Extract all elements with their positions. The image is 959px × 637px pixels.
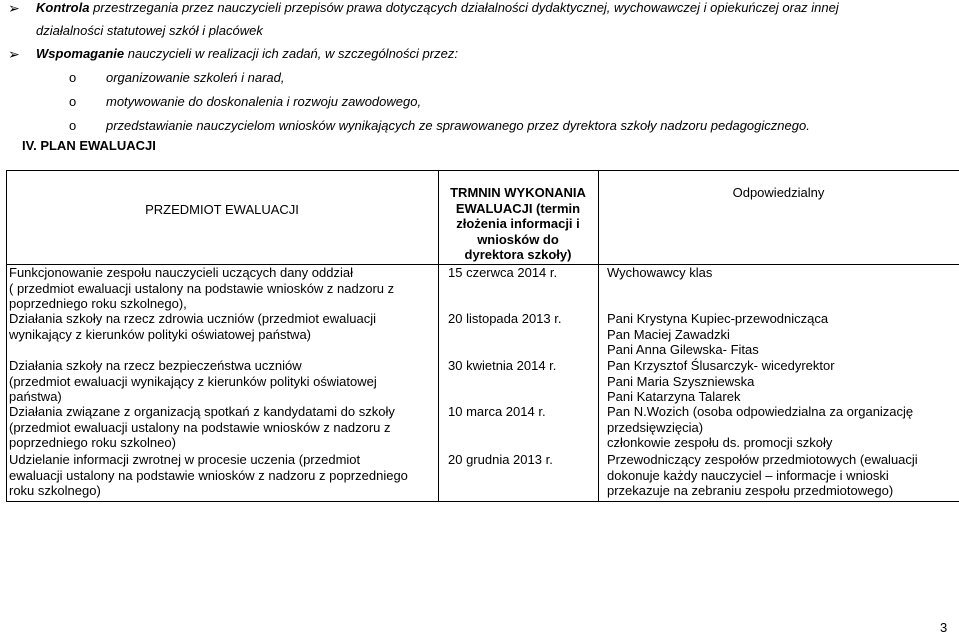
table-row-2-responsible bbox=[607, 311, 828, 358]
responsible-line: Pani Anna Gilewska- Fitas bbox=[607, 342, 759, 357]
sub-bullet-3: przedstawianie nauczycielom wniosków wynikających ze sprawowanego przez dyrektora szkoły nadzoru pedagogicznego. bbox=[106, 118, 810, 133]
bullet-arrow-icon: ➢ bbox=[8, 0, 20, 16]
responsible-line: Pan Maciej Zawadzki bbox=[607, 326, 730, 342]
bullet-text-2: nauczycieli w realizacji ich zadań, w szczególności przez: bbox=[124, 46, 458, 61]
table-row-4-date: 10 marca 2014 r. bbox=[448, 404, 546, 419]
subject-line: Funkcjonowanie zespołu nauczycieli uczących dany oddział bbox=[9, 265, 353, 280]
table-row-1-responsible bbox=[607, 265, 712, 281]
table-row-5-responsible bbox=[607, 452, 918, 499]
responsible-line: Pani Maria Szyszniewska bbox=[607, 373, 755, 389]
section-title: IV. PLAN EWALUACJI bbox=[22, 138, 156, 153]
header-date-line-3: złożenia informacji i bbox=[456, 216, 580, 231]
table-row-3-subject bbox=[9, 358, 434, 405]
header-responsible: Odpowiedzialny bbox=[732, 185, 825, 200]
bullet-line-1-cont: działalności statutowej szkół i placówek bbox=[36, 23, 263, 38]
subject-line: roku szkolnego) bbox=[9, 483, 101, 498]
sub-bullet-icon: o bbox=[69, 118, 77, 133]
table-row-1-subject bbox=[9, 265, 434, 312]
subject-line: Działania związane z organizacją spotkań z kandydatami do szkoły bbox=[9, 404, 395, 419]
subject-line: ewaluacji ustalony na podstawie wniosków z nadzoru z poprzedniego bbox=[9, 467, 408, 483]
subject-line: wynikający z kierunków polityki oświatowej państwa) bbox=[9, 326, 312, 342]
bullet-bold-2: Wspomaganie bbox=[36, 46, 125, 61]
sub-bullet-icon: o bbox=[69, 70, 77, 85]
responsible-line: Pani Krystyna Kupiec-przewodnicząca bbox=[607, 311, 829, 326]
subject-line: (przedmiot ewaluacji wynikający z kierunków polityki oświatowej bbox=[9, 373, 377, 389]
bullet-bold-1: Kontrola bbox=[36, 0, 90, 15]
responsible-line: przedsięwzięcia) bbox=[607, 419, 704, 435]
page-number: 3 bbox=[940, 620, 948, 635]
responsible-line: przekazuje na zebraniu zespołu przedmiotowego) bbox=[607, 483, 894, 498]
header-date-line-2: EWALUACJI (termin bbox=[455, 200, 581, 216]
bullet-line-1 bbox=[36, 0, 839, 16]
table-border-bottom bbox=[6, 501, 959, 502]
table-row-2-subject bbox=[9, 311, 434, 342]
responsible-line: dokonuje każdy nauczyciel – informacje i wnioski bbox=[607, 467, 889, 483]
subject-line: poprzedniego roku szkolneo) bbox=[9, 435, 176, 450]
table-row-1-date: 15 czerwca 2014 r. bbox=[448, 265, 558, 280]
header-date bbox=[438, 185, 598, 263]
table-border-left bbox=[6, 170, 7, 502]
header-date-line-4: wniosków do bbox=[477, 231, 559, 247]
header-subject: PRZEDMIOT EWALUACJI bbox=[145, 202, 299, 217]
bullet-arrow-icon: ➢ bbox=[8, 46, 20, 62]
subject-line: (przedmiot ewaluacji ustalony na podstawie wniosków z nadzoru z bbox=[9, 419, 391, 435]
header-date-line-1: TRMNIN WYKONANIA bbox=[450, 185, 586, 200]
table-row-4-subject bbox=[9, 404, 434, 451]
sub-bullet-icon: o bbox=[69, 94, 77, 109]
table-row-2-date: 20 listopada 2013 r. bbox=[448, 311, 562, 326]
responsible-line: Pani Katarzyna Talarek bbox=[607, 389, 741, 404]
sub-bullet-1: organizowanie szkoleń i narad, bbox=[106, 70, 285, 85]
table-row-3-responsible bbox=[607, 358, 835, 405]
subject-line: Działania szkoły na rzecz bezpieczeństwa uczniów bbox=[9, 358, 302, 373]
subject-line: Działania szkoły na rzecz zdrowia uczniów (przedmiot ewaluacji bbox=[9, 311, 377, 326]
table-row-5-date: 20 grudnia 2013 r. bbox=[448, 452, 553, 467]
responsible-line: Przewodniczący zespołów przedmiotowych (ewaluacji bbox=[607, 452, 918, 467]
bullet-text-1: przestrzegania przez nauczycieli przepisów prawa dotyczących działalności dydaktycznej, wychowawczej i opiekuńczej oraz innej bbox=[89, 0, 839, 15]
table-row-3-date: 30 kwietnia 2014 r. bbox=[448, 358, 557, 373]
table-border-top bbox=[6, 170, 959, 171]
subject-line: państwa) bbox=[9, 389, 62, 404]
table-row-5-subject bbox=[9, 452, 434, 499]
responsible-line: Wychowawcy klas bbox=[607, 265, 713, 280]
sub-bullet-2: motywowanie do doskonalenia i rozwoju zawodowego, bbox=[106, 94, 422, 109]
header-date-line-5: dyrektora szkoły) bbox=[464, 247, 572, 262]
subject-line: poprzedniego roku szkolnego), bbox=[9, 296, 187, 311]
responsible-line: Pan N.Wozich (osoba odpowiedzialna za organizację bbox=[607, 404, 914, 419]
responsible-line: Pan Krzysztof Ślusarczyk- wicedyrektor bbox=[607, 358, 835, 373]
table-row-4-responsible bbox=[607, 404, 913, 451]
subject-line: ( przedmiot ewaluacji ustalony na podstawie wniosków z nadzoru z bbox=[9, 280, 395, 296]
subject-line: Udzielanie informacji zwrotnej w procesie uczenia (przedmiot bbox=[9, 452, 361, 467]
responsible-line: członkowie zespołu ds. promocji szkoły bbox=[607, 435, 833, 450]
bullet-line-2 bbox=[36, 46, 458, 62]
table-col-divider-2 bbox=[598, 170, 599, 502]
